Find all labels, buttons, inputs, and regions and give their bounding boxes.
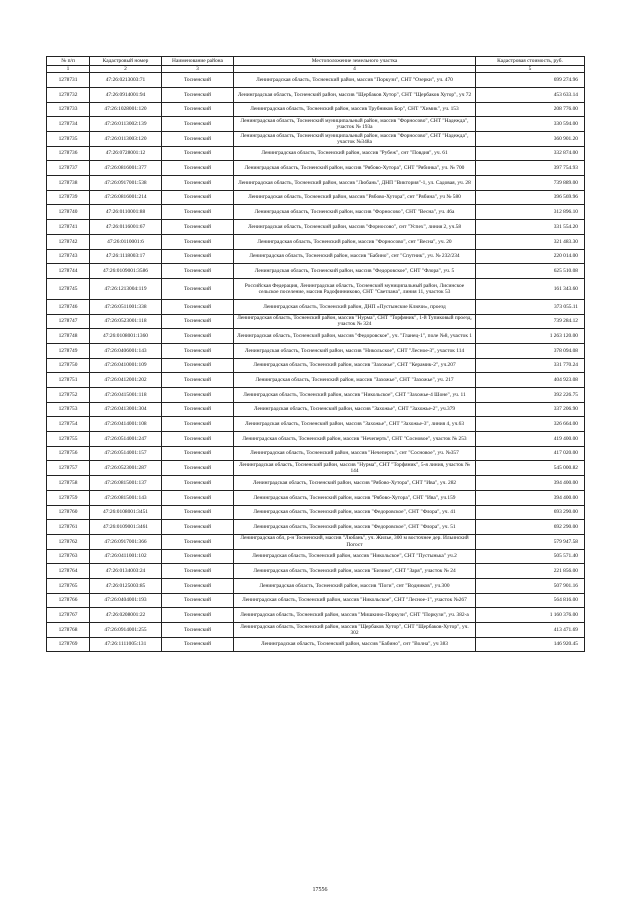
district-cell: Тосненский bbox=[162, 73, 234, 88]
cadastral-number-cell: 47:26:0523001:118 bbox=[90, 314, 162, 329]
row-index-cell: 1278768 bbox=[47, 623, 90, 638]
row-index-cell: 1278736 bbox=[47, 146, 90, 161]
table-row bbox=[47, 476, 585, 491]
district-cell: Тосненский bbox=[162, 505, 234, 520]
cadastral-number-cell: 47:26:0917001:538 bbox=[90, 176, 162, 191]
table-row bbox=[47, 564, 585, 579]
cadastral-value-cell: 332 874.00 bbox=[476, 146, 585, 161]
table-row bbox=[47, 520, 585, 535]
cadastral-value-cell: 373 055.11 bbox=[476, 299, 585, 314]
location-cell: Ленинградская область, Тосненский район, массив "Рябово-Хутора", СНТ "Рябинка", уч. № 700 bbox=[234, 161, 476, 176]
table-row bbox=[47, 373, 585, 388]
cadastral-number-cell: 47:26:0514001:157 bbox=[90, 446, 162, 461]
district-cell: Тосненский bbox=[162, 358, 234, 373]
district-cell: Тосненский bbox=[162, 623, 234, 638]
location-cell: Ленинградская область, Тосненский район, массив "Рябово-Хутора", СНТ "Ива", уч.159 bbox=[234, 490, 476, 505]
location-cell: Ленинградская область, Тосненский район, массив "Форносово", снт "Успех", линия 2, уч.58 bbox=[234, 220, 476, 235]
row-index-cell: 1278759 bbox=[47, 490, 90, 505]
cadastral-value-cell: 417 020.00 bbox=[476, 446, 585, 461]
row-index-cell: 1278761 bbox=[47, 520, 90, 535]
location-cell: Ленинградская область, Тосненский район, массив "Нурма", СНТ "Торфяник", 5-я линия, участок № 144 bbox=[234, 461, 476, 476]
row-index-cell: 1278734 bbox=[47, 117, 90, 132]
table-row bbox=[47, 102, 585, 117]
cadastral-value-cell: 146 920.45 bbox=[476, 637, 585, 652]
row-index-cell: 1278733 bbox=[47, 102, 90, 117]
header-number: 5 bbox=[476, 66, 585, 73]
table-row bbox=[47, 578, 585, 593]
cadastral-value-cell: 394 400.00 bbox=[476, 476, 585, 491]
location-cell: Ленинградская область, Тосненский район, массив "Захожье", СНТ "Керамик-2", уч.207 bbox=[234, 358, 476, 373]
location-cell: Ленинградская область, Тосненский муниципальный район, массив "Форносово", СНТ "Надежда", участок №348а bbox=[234, 132, 476, 147]
table-row bbox=[47, 432, 585, 447]
header-cell-index: № п/п bbox=[47, 57, 90, 66]
row-index-cell: 1278766 bbox=[47, 593, 90, 608]
cadastral-value-cell: 360 901.20 bbox=[476, 132, 585, 147]
district-cell: Тосненский bbox=[162, 402, 234, 417]
location-cell: Ленинградская область, Тосненский район, массив "Нечеперть", СНТ "Сосновое", участок № 253 bbox=[234, 432, 476, 447]
row-index-cell: 1278743 bbox=[47, 249, 90, 264]
table-row bbox=[47, 264, 585, 279]
row-index-cell: 1278765 bbox=[47, 578, 90, 593]
cadastral-value-cell: 392 226.75 bbox=[476, 388, 585, 403]
cadastral-number-cell: 47:26:0410001:109 bbox=[90, 358, 162, 373]
cadastral-number-cell: 47:26:0108001:1360 bbox=[90, 329, 162, 344]
district-cell: Тосненский bbox=[162, 234, 234, 249]
table-row bbox=[47, 161, 585, 176]
location-cell: Ленинградская область, Тосненский район, массив "Федоровское", СНТ "Флора", уч. 41 bbox=[234, 505, 476, 520]
row-index-cell: 1278746 bbox=[47, 299, 90, 314]
cadastral-value-cell: 312 896.10 bbox=[476, 205, 585, 220]
row-index-cell: 1278740 bbox=[47, 205, 90, 220]
location-cell: Ленинградская область, Тосненский район, массив "Захожье", СНТ "Захожье-3", линия 4, уч.63 bbox=[234, 417, 476, 432]
location-cell: Ленинградская область, Тосненский район, массив "Захожье", СНТ "Захожье", уч. 217 bbox=[234, 373, 476, 388]
district-cell: Тосненский bbox=[162, 161, 234, 176]
cadastral-number-cell: 47:26:0511001:338 bbox=[90, 299, 162, 314]
row-index-cell: 1278747 bbox=[47, 314, 90, 329]
cadastral-number-cell: 47:26:0109001:3461 bbox=[90, 520, 162, 535]
table-row bbox=[47, 278, 585, 299]
location-cell: Ленинградская область, Тосненский район, массив "Щербаков Хутор", СНТ "Щербаков Хутор", уч 72 bbox=[234, 87, 476, 102]
district-cell: Тосненский bbox=[162, 102, 234, 117]
district-cell: Тосненский bbox=[162, 432, 234, 447]
location-cell: Ленинградская область, Тосненский муниципальный район, массив "Форносово", СНТ "Надежда", участок № 193а bbox=[234, 117, 476, 132]
table-row bbox=[47, 205, 585, 220]
cadastral-value-cell: 404 923.08 bbox=[476, 373, 585, 388]
cadastral-value-cell: 394 400.00 bbox=[476, 490, 585, 505]
table-row bbox=[47, 637, 585, 652]
cadastral-value-cell: 331 554.20 bbox=[476, 220, 585, 235]
row-index-cell: 1278763 bbox=[47, 549, 90, 564]
district-cell: Тосненский bbox=[162, 564, 234, 579]
row-index-cell: 1278762 bbox=[47, 534, 90, 549]
cadastral-number-cell: 47:26:0108001:3451 bbox=[90, 505, 162, 520]
location-cell: Ленинградская область, Тосненский район, массив "Поги", снт "Водников", уч.300 bbox=[234, 578, 476, 593]
row-index-cell: 1278738 bbox=[47, 176, 90, 191]
cadastral-value-cell: 220 014.00 bbox=[476, 249, 585, 264]
cadastral-value-cell: 1 160 376.00 bbox=[476, 608, 585, 623]
cadastral-value-cell: 693 290.00 bbox=[476, 505, 585, 520]
district-cell: Тосненский bbox=[162, 343, 234, 358]
cadastral-number-cell: 47:26:0514001:247 bbox=[90, 432, 162, 447]
row-index-cell: 1278744 bbox=[47, 264, 90, 279]
row-index-cell: 1278748 bbox=[47, 329, 90, 344]
cadastral-number-cell: 47:26:0134003:24 bbox=[90, 564, 162, 579]
district-cell: Тосненский bbox=[162, 146, 234, 161]
cadastral-number-cell: 47:26:0208001:22 bbox=[90, 608, 162, 623]
table-row bbox=[47, 234, 585, 249]
cadastral-number-cell: 47:26:0116001:67 bbox=[90, 220, 162, 235]
table-row bbox=[47, 490, 585, 505]
table-row bbox=[47, 505, 585, 520]
location-cell: Ленинградская область, Тосненский район, массив "Любань", ДНП "Виктория"-1, ул. Садовая, уч. 28 bbox=[234, 176, 476, 191]
cadastral-value-cell: 413 471.69 bbox=[476, 623, 585, 638]
cadastral-number-cell: 47:26:0523001:287 bbox=[90, 461, 162, 476]
table-row bbox=[47, 220, 585, 235]
location-cell: Ленинградская область, Тосненский район, массив Трубников Бор", СНТ "Химик", уч. 153 bbox=[234, 102, 476, 117]
cadastral-value-cell: 337 206.90 bbox=[476, 402, 585, 417]
location-cell: Ленинградская обл, р-н Тосненский, массив "Любань", уч. Жилье, 300 м восточнее дер. Ильинский Погост bbox=[234, 534, 476, 549]
row-index-cell: 1278756 bbox=[47, 446, 90, 461]
location-cell: Ленинградская область, Тосненский район, массив "Рябово-Хутора", снт "Рябина", уч № 580 bbox=[234, 190, 476, 205]
table-row bbox=[47, 73, 585, 88]
cadastral-value-cell: 625 510.08 bbox=[476, 264, 585, 279]
table-row bbox=[47, 388, 585, 403]
district-cell: Тосненский bbox=[162, 264, 234, 279]
cadastral-value-cell: 507 901.16 bbox=[476, 578, 585, 593]
cadastral-value-cell: 208 776.00 bbox=[476, 102, 585, 117]
location-cell: Ленинградская область, Тосненский район, ДНП «Пустынские Ключи», проезд bbox=[234, 299, 476, 314]
cadastral-number-cell: 47:26:0815001:137 bbox=[90, 476, 162, 491]
location-cell: Ленинградская область, Тосненский район, массив "Захожье", СНТ "Захожье-2", уч.379 bbox=[234, 402, 476, 417]
location-cell: Ленинградская область, Тосненский район, массив "Форносово", СНТ "Весна", уч. 46а bbox=[234, 205, 476, 220]
cadastral-number-cell: 47:26:0415001:118 bbox=[90, 388, 162, 403]
row-index-cell: 1278735 bbox=[47, 132, 90, 147]
cadastral-number-cell: 47:26:0914001:255 bbox=[90, 623, 162, 638]
page-number: 17556 bbox=[312, 887, 328, 893]
cadastral-value-cell: 739 889.00 bbox=[476, 176, 585, 191]
cadastral-value-cell: 331 770.24 bbox=[476, 358, 585, 373]
cadastral-value-cell: 699 274.96 bbox=[476, 73, 585, 88]
table-row bbox=[47, 623, 585, 638]
header-cell-cadastral-number: Кадастровый номер bbox=[90, 57, 162, 66]
row-index-cell: 1278732 bbox=[47, 87, 90, 102]
row-index-cell: 1278749 bbox=[47, 343, 90, 358]
cadastral-number-cell: 47:26:0113003:120 bbox=[90, 132, 162, 147]
table-row bbox=[47, 358, 585, 373]
cadastral-value-cell: 564 816.00 bbox=[476, 593, 585, 608]
location-cell: Ленинградская область, Тосненский район, массив "Нечеперть", снт "Сосновое", уч. №357 bbox=[234, 446, 476, 461]
district-cell: Тосненский bbox=[162, 329, 234, 344]
cadastral-number-cell: 47:26:0728001:12 bbox=[90, 146, 162, 161]
cadastral-number-cell: 47:26:0109001:3586 bbox=[90, 264, 162, 279]
header-number: 1 bbox=[47, 66, 90, 73]
header-cell-cadastral-value: Кадастровая стоимость, руб. bbox=[476, 57, 585, 66]
table-row bbox=[47, 132, 585, 147]
location-cell: Ленинградская область, Тосненский район, массив "Рубеж", снт "Повдия", уч. 61 bbox=[234, 146, 476, 161]
location-cell: Ленинградская область, Тосненский район, массив "Никольское", СНТ "Пустынька" уч.2 bbox=[234, 549, 476, 564]
header-number: 3 bbox=[162, 66, 234, 73]
location-cell: Российская Федерация, Ленинградская область, Тосненский муниципальный район, Лисинское сельское поселение, массив Радофинниково, СНТ "Светлана", линия 11, участок 53 bbox=[234, 278, 476, 299]
cadastral-value-cell: 161 343.60 bbox=[476, 278, 585, 299]
cadastral-table bbox=[46, 56, 585, 652]
row-index-cell: 1278753 bbox=[47, 402, 90, 417]
table-row bbox=[47, 299, 585, 314]
location-cell: Ленинградская область, Тосненский район, массив "Федоровское", уч. "Гланец-1", поле №8, участок 1 bbox=[234, 329, 476, 344]
row-index-cell: 1278754 bbox=[47, 417, 90, 432]
cadastral-number-cell: 47:26:0110001:6 bbox=[90, 234, 162, 249]
cadastral-number-cell: 47:26:0917001:366 bbox=[90, 534, 162, 549]
district-cell: Тосненский bbox=[162, 578, 234, 593]
cadastral-number-cell: 47:26:0411001:102 bbox=[90, 549, 162, 564]
district-cell: Тосненский bbox=[162, 461, 234, 476]
row-index-cell: 1278760 bbox=[47, 505, 90, 520]
cadastral-number-cell: 47:26:0816001:377 bbox=[90, 161, 162, 176]
cadastral-value-cell: 1 263 120.00 bbox=[476, 329, 585, 344]
cadastral-value-cell: 453 633.14 bbox=[476, 87, 585, 102]
row-index-cell: 1278751 bbox=[47, 373, 90, 388]
district-cell: Тосненский bbox=[162, 549, 234, 564]
cadastral-number-cell: 47:26:0213003:71 bbox=[90, 73, 162, 88]
cadastral-value-cell: 221 856.00 bbox=[476, 564, 585, 579]
district-cell: Тосненский bbox=[162, 205, 234, 220]
location-cell: Ленинградская область, Тосненский район, массив "Федоровское", СНТ "Флора", уч. 51 bbox=[234, 520, 476, 535]
cadastral-number-cell: 47:26:0815001:143 bbox=[90, 490, 162, 505]
table-row bbox=[47, 593, 585, 608]
cadastral-value-cell: 419 400.00 bbox=[476, 432, 585, 447]
row-index-cell: 1278755 bbox=[47, 432, 90, 447]
table-row bbox=[47, 446, 585, 461]
row-index-cell: 1278758 bbox=[47, 476, 90, 491]
location-cell: Ленинградская область, Тосненский район, массив "Нурма", СНТ "Торфяник", 1-й Тупиковый проезд, участок № 324 bbox=[234, 314, 476, 329]
table-row bbox=[47, 146, 585, 161]
cadastral-number-cell: 47:26:0413001:304 bbox=[90, 402, 162, 417]
header-number: 2 bbox=[90, 66, 162, 73]
cadastral-value-cell: 397 754.93 bbox=[476, 161, 585, 176]
cadastral-number-cell: 47:26:0404001:193 bbox=[90, 593, 162, 608]
cadastral-value-cell: 330 594.00 bbox=[476, 117, 585, 132]
row-index-cell: 1278752 bbox=[47, 388, 90, 403]
table-row bbox=[47, 329, 585, 344]
row-index-cell: 1278750 bbox=[47, 358, 90, 373]
district-cell: Тосненский bbox=[162, 190, 234, 205]
district-cell: Тосненский bbox=[162, 534, 234, 549]
row-index-cell: 1278731 bbox=[47, 73, 90, 88]
cadastral-number-cell: 47:26:1111005:131 bbox=[90, 637, 162, 652]
header-number-row bbox=[47, 66, 585, 73]
row-index-cell: 1278739 bbox=[47, 190, 90, 205]
table-row bbox=[47, 402, 585, 417]
cadastral-number-cell: 47:26:0414001:108 bbox=[90, 417, 162, 432]
district-cell: Тосненский bbox=[162, 314, 234, 329]
location-cell: Ленинградская область, Тосненский район, массив "Никольское", СНТ "Захожье-4 Шоне", уч. 11 bbox=[234, 388, 476, 403]
district-cell: Тосненский bbox=[162, 388, 234, 403]
district-cell: Тосненский bbox=[162, 417, 234, 432]
row-index-cell: 1278741 bbox=[47, 220, 90, 235]
cadastral-number-cell: 47:26:0125003:85 bbox=[90, 578, 162, 593]
district-cell: Тосненский bbox=[162, 220, 234, 235]
cadastral-value-cell: 326 664.00 bbox=[476, 417, 585, 432]
table-row bbox=[47, 608, 585, 623]
table-row bbox=[47, 190, 585, 205]
location-cell: Ленинградская область, Тосненский район, массив "Бабино", снт "Спутник", уч. № 232/234 bbox=[234, 249, 476, 264]
cadastral-value-cell: 579 947.58 bbox=[476, 534, 585, 549]
cadastral-value-cell: 545 000.82 bbox=[476, 461, 585, 476]
table-body bbox=[47, 73, 585, 652]
district-cell: Тосненский bbox=[162, 608, 234, 623]
table-row bbox=[47, 87, 585, 102]
district-cell: Тосненский bbox=[162, 373, 234, 388]
location-cell: Ленинградская область, Тосненский район, массив "Форносово", снт "Весна", уч. 20 bbox=[234, 234, 476, 249]
table-row bbox=[47, 249, 585, 264]
row-index-cell: 1278757 bbox=[47, 461, 90, 476]
district-cell: Тосненский bbox=[162, 132, 234, 147]
location-cell: Ленинградская область, Тосненский район, массив "Бабино", снт "Волна", уч 383 bbox=[234, 637, 476, 652]
cadastral-value-cell: 505 571.40 bbox=[476, 549, 585, 564]
cadastral-number-cell: 47:26:0113002:139 bbox=[90, 117, 162, 132]
location-cell: Ленинградская область, Тосненский район, массив "Федоровское", СНТ "Флора", уч. 5 bbox=[234, 264, 476, 279]
row-index-cell: 1278737 bbox=[47, 161, 90, 176]
cadastral-number-cell: 47:26:1028001:120 bbox=[90, 102, 162, 117]
district-cell: Тосненский bbox=[162, 593, 234, 608]
district-cell: Тосненский bbox=[162, 476, 234, 491]
row-index-cell: 1278745 bbox=[47, 278, 90, 299]
district-cell: Тосненский bbox=[162, 117, 234, 132]
header-number: 4 bbox=[234, 66, 476, 73]
row-index-cell: 1278769 bbox=[47, 637, 90, 652]
district-cell: Тосненский bbox=[162, 299, 234, 314]
location-cell: Ленинградская область, Тосненский район, массив "Щербаков Хутор", СНТ "Щербаков-Хутор", уч. 302 bbox=[234, 623, 476, 638]
table-row bbox=[47, 534, 585, 549]
cadastral-value-cell: 396 569.96 bbox=[476, 190, 585, 205]
district-cell: Тосненский bbox=[162, 637, 234, 652]
table-row bbox=[47, 343, 585, 358]
table-row bbox=[47, 417, 585, 432]
cadastral-value-cell: 321 483.30 bbox=[476, 234, 585, 249]
header-row bbox=[47, 57, 585, 66]
cadastral-number-cell: 47:26:1118003:17 bbox=[90, 249, 162, 264]
district-cell: Тосненский bbox=[162, 278, 234, 299]
cadastral-number-cell: 47:26:0914001:94 bbox=[90, 87, 162, 102]
row-index-cell: 1278742 bbox=[47, 234, 90, 249]
table-row bbox=[47, 461, 585, 476]
district-cell: Тосненский bbox=[162, 446, 234, 461]
table-row bbox=[47, 117, 585, 132]
cadastral-number-cell: 47:26:0412001:202 bbox=[90, 373, 162, 388]
cadastral-number-cell: 47:26:0816001:214 bbox=[90, 190, 162, 205]
location-cell: Ленинградская область, Тосненский район, массив "Поркузи", СНТ "Озерки", уч. 470 bbox=[234, 73, 476, 88]
district-cell: Тосненский bbox=[162, 249, 234, 264]
cadastral-value-cell: 739 284.12 bbox=[476, 314, 585, 329]
location-cell: Ленинградская область, Тосненский район, массив "Мишкино-Поркузи", СНТ "Поркузи", уч. 382-а bbox=[234, 608, 476, 623]
header-cell-district: Наименование района bbox=[162, 57, 234, 66]
cadastral-value-cell: 692 290.00 bbox=[476, 520, 585, 535]
cadastral-number-cell: 47:26:1213004:119 bbox=[90, 278, 162, 299]
cadastral-number-cell: 47:26:0110001:88 bbox=[90, 205, 162, 220]
district-cell: Тосненский bbox=[162, 520, 234, 535]
header-cell-location: Местоположение земельного участка bbox=[234, 57, 476, 66]
table-row bbox=[47, 176, 585, 191]
cadastral-number-cell: 47:26:0406001:143 bbox=[90, 343, 162, 358]
row-index-cell: 1278767 bbox=[47, 608, 90, 623]
table-row bbox=[47, 549, 585, 564]
district-cell: Тосненский bbox=[162, 176, 234, 191]
district-cell: Тосненский bbox=[162, 490, 234, 505]
location-cell: Ленинградская область, Тосненский район, массив "Бизино", СНТ "Заря", участок № 24 bbox=[234, 564, 476, 579]
cadastral-value-cell: 378 094.08 bbox=[476, 343, 585, 358]
location-cell: Ленинградская область, Тосненский район, массив "Никольское", СНТ "Лесное-3", участок 114 bbox=[234, 343, 476, 358]
table-row bbox=[47, 314, 585, 329]
location-cell: Ленинградская область, Тосненский район, массив "Рябово-Хутора", СНТ "Ива", уч. 282 bbox=[234, 476, 476, 491]
district-cell: Тосненский bbox=[162, 87, 234, 102]
row-index-cell: 1278764 bbox=[47, 564, 90, 579]
location-cell: Ленинградская область, Тосненский район, массив "Никольское", СНТ "Лесное-1", участок №267 bbox=[234, 593, 476, 608]
